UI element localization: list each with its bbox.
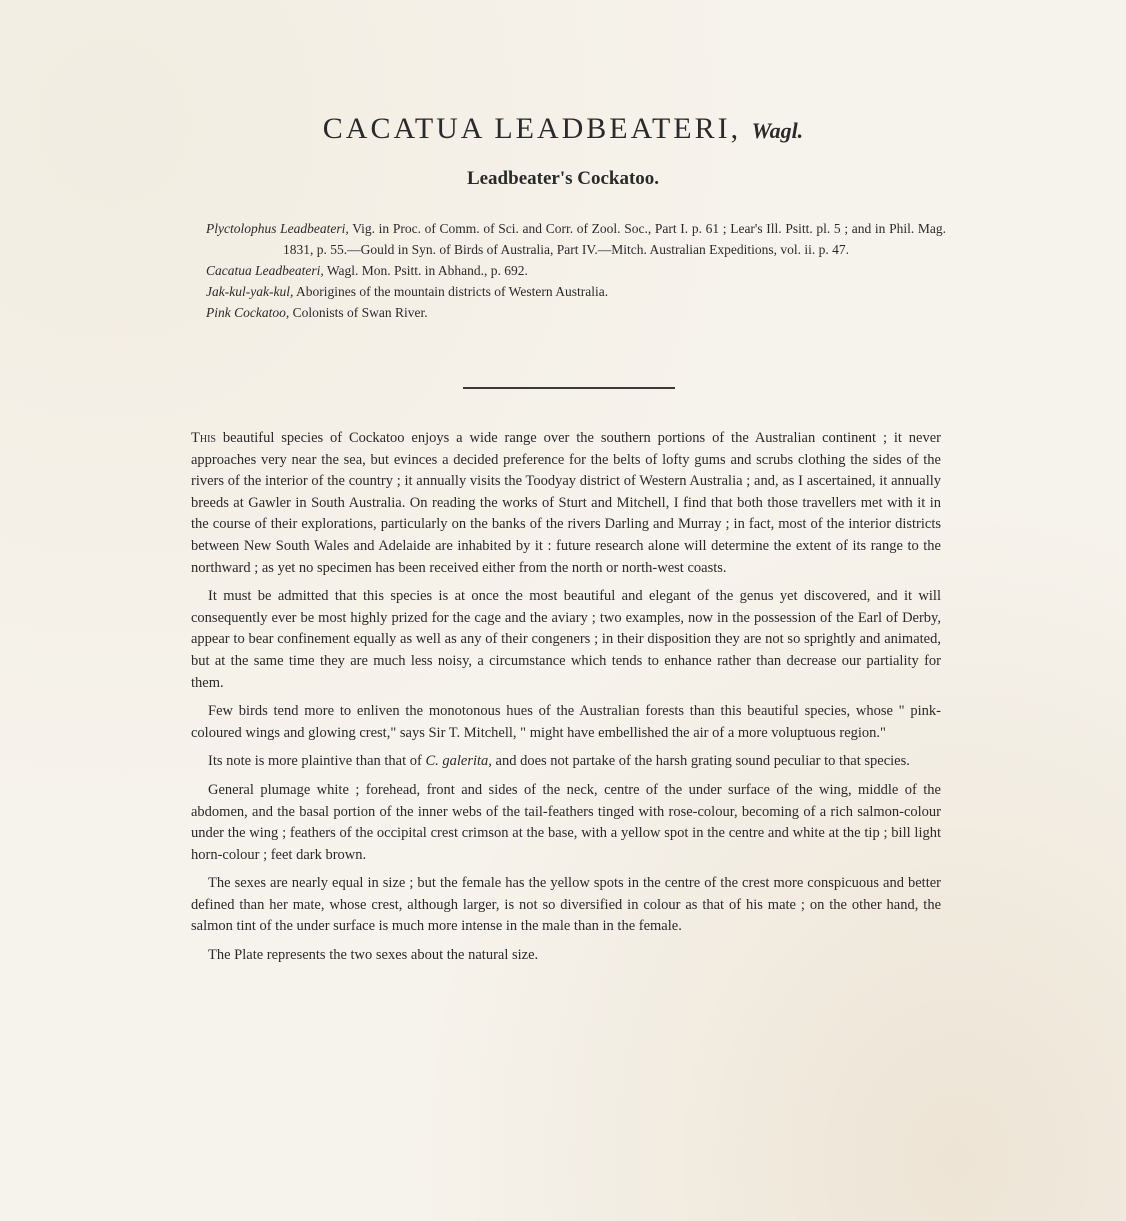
- article-body: [191, 428, 941, 974]
- paragraph-note: [191, 751, 941, 773]
- paragraph-range: [191, 428, 941, 579]
- synonym-entry: [206, 218, 947, 260]
- synonym-reference: Aborigines of the mountain districts of Western Australia.: [293, 284, 609, 299]
- section-divider: [463, 387, 675, 389]
- synonymy-list: [206, 218, 946, 323]
- synonym-entry: [206, 302, 946, 323]
- synonym-name: Pink Cockatoo,: [206, 305, 290, 320]
- synonym-reference: Vig. in Proc. of Comm. of Sci. and Corr. of Zool. Soc., Part I. p. 61 ; Lear's Ill. Psitt. pl. 5 ; and in Phil. Mag. 1831, p. 55.—Gould in Syn. of Birds of Australia, Part IV.—Mitch. Australian Expeditions, vol. ii. p. 47.: [283, 221, 947, 257]
- synonym-entry: [206, 281, 946, 302]
- paragraph-appearance-quote: Few birds tend more to enliven the monotonous hues of the Australian forests than this beautiful species, whose " pink-coloured wings and glowing crest," says Sir T. Mitchell, " might have embellished the air of a more voluptuous region.": [191, 703, 941, 741]
- synonym-entry: [206, 260, 946, 281]
- paragraph-sexes: The sexes are nearly equal in size ; but the female has the yellow spots in the centre of the crest more conspicuous and better defined than her mate, whose crest, although larger, is not so diversified in colour as that of his mate ; on the other hand, the salmon tint of the under surface is much more intense in the male than in the female.: [191, 875, 941, 935]
- synonym-reference: Wagl. Mon. Psitt. in Abhand., p. 692.: [323, 263, 528, 278]
- synonym-reference: Colonists of Swan River.: [289, 305, 428, 320]
- species-reference: C. galerita,: [425, 753, 492, 770]
- paragraph-text: beautiful species of Cockatoo enjoys a wide range over the southern portions of the Australian continent ; it never approaches very near the sea, but evinces a decided preference for the belts of lofty gums and scrubs clothing the sides of the rivers of the interior of the country ; it annually visits the Toodyay district of Western Australia ; and, as I ascertained, it annually breeds at Gawler in South Australia. On reading the works of Sturt and Mitchell, I find that both those travellers met with it in the course of their explorations, particularly on the banks of the rivers Darling and Murray ; in fact, most of the interior districts between New South Wales and Adelaide are inhabited by it : future research alone will determine the extent of its range to the northward ; as yet no specimen has been received either from the north or north-west coasts.: [191, 430, 941, 576]
- drop-word: This: [191, 430, 216, 446]
- common-name: Leadbeater's Cockatoo.: [466, 168, 660, 189]
- synonym-name: Plyctolophus Leadbeateri,: [206, 221, 349, 236]
- page-title: [0, 112, 1126, 146]
- paragraph-captivity: It must be admitted that this species is at once the most beautiful and elegant of the genus yet discovered, and it will consequently ever be most highly prized for the cage and the aviary ; two examples, now in the possession of the Earl of Derby, appear to bear confinement equally as well as any of their congeners ; in their disposition they are not so sprightly and animated, but at the same time they are much less noisy, a circumstance which tends to enhance rather than decrease our partiality for them.: [191, 588, 941, 691]
- paragraph-plumage: General plumage white ; forehead, front and sides of the neck, centre of the under surface of the wing, middle of the abdomen, and the basal portion of the inner webs of the tail-feathers tinged with rose-colour, becoming of a rich salmon-colour under the wing ; feathers of the occipital crest crimson at the base, with a yellow spot in the centre and white at the tip ; bill light horn-colour ; feet dark brown.: [191, 781, 941, 863]
- species-authority: Wagl.: [751, 118, 804, 143]
- species-name: CACATUA LEADBEATERI,: [322, 112, 742, 145]
- synonym-name: Cacatua Leadbeateri,: [206, 263, 324, 278]
- paragraph-text: and does not partake of the harsh grating sound peculiar to that species.: [491, 753, 910, 770]
- synonym-name: Jak-kul-yak-kul,: [206, 284, 294, 299]
- paragraph-text: Its note is more plaintive than that of: [208, 753, 426, 770]
- paragraph-plate-note: The Plate represents the two sexes about the natural size.: [208, 947, 539, 964]
